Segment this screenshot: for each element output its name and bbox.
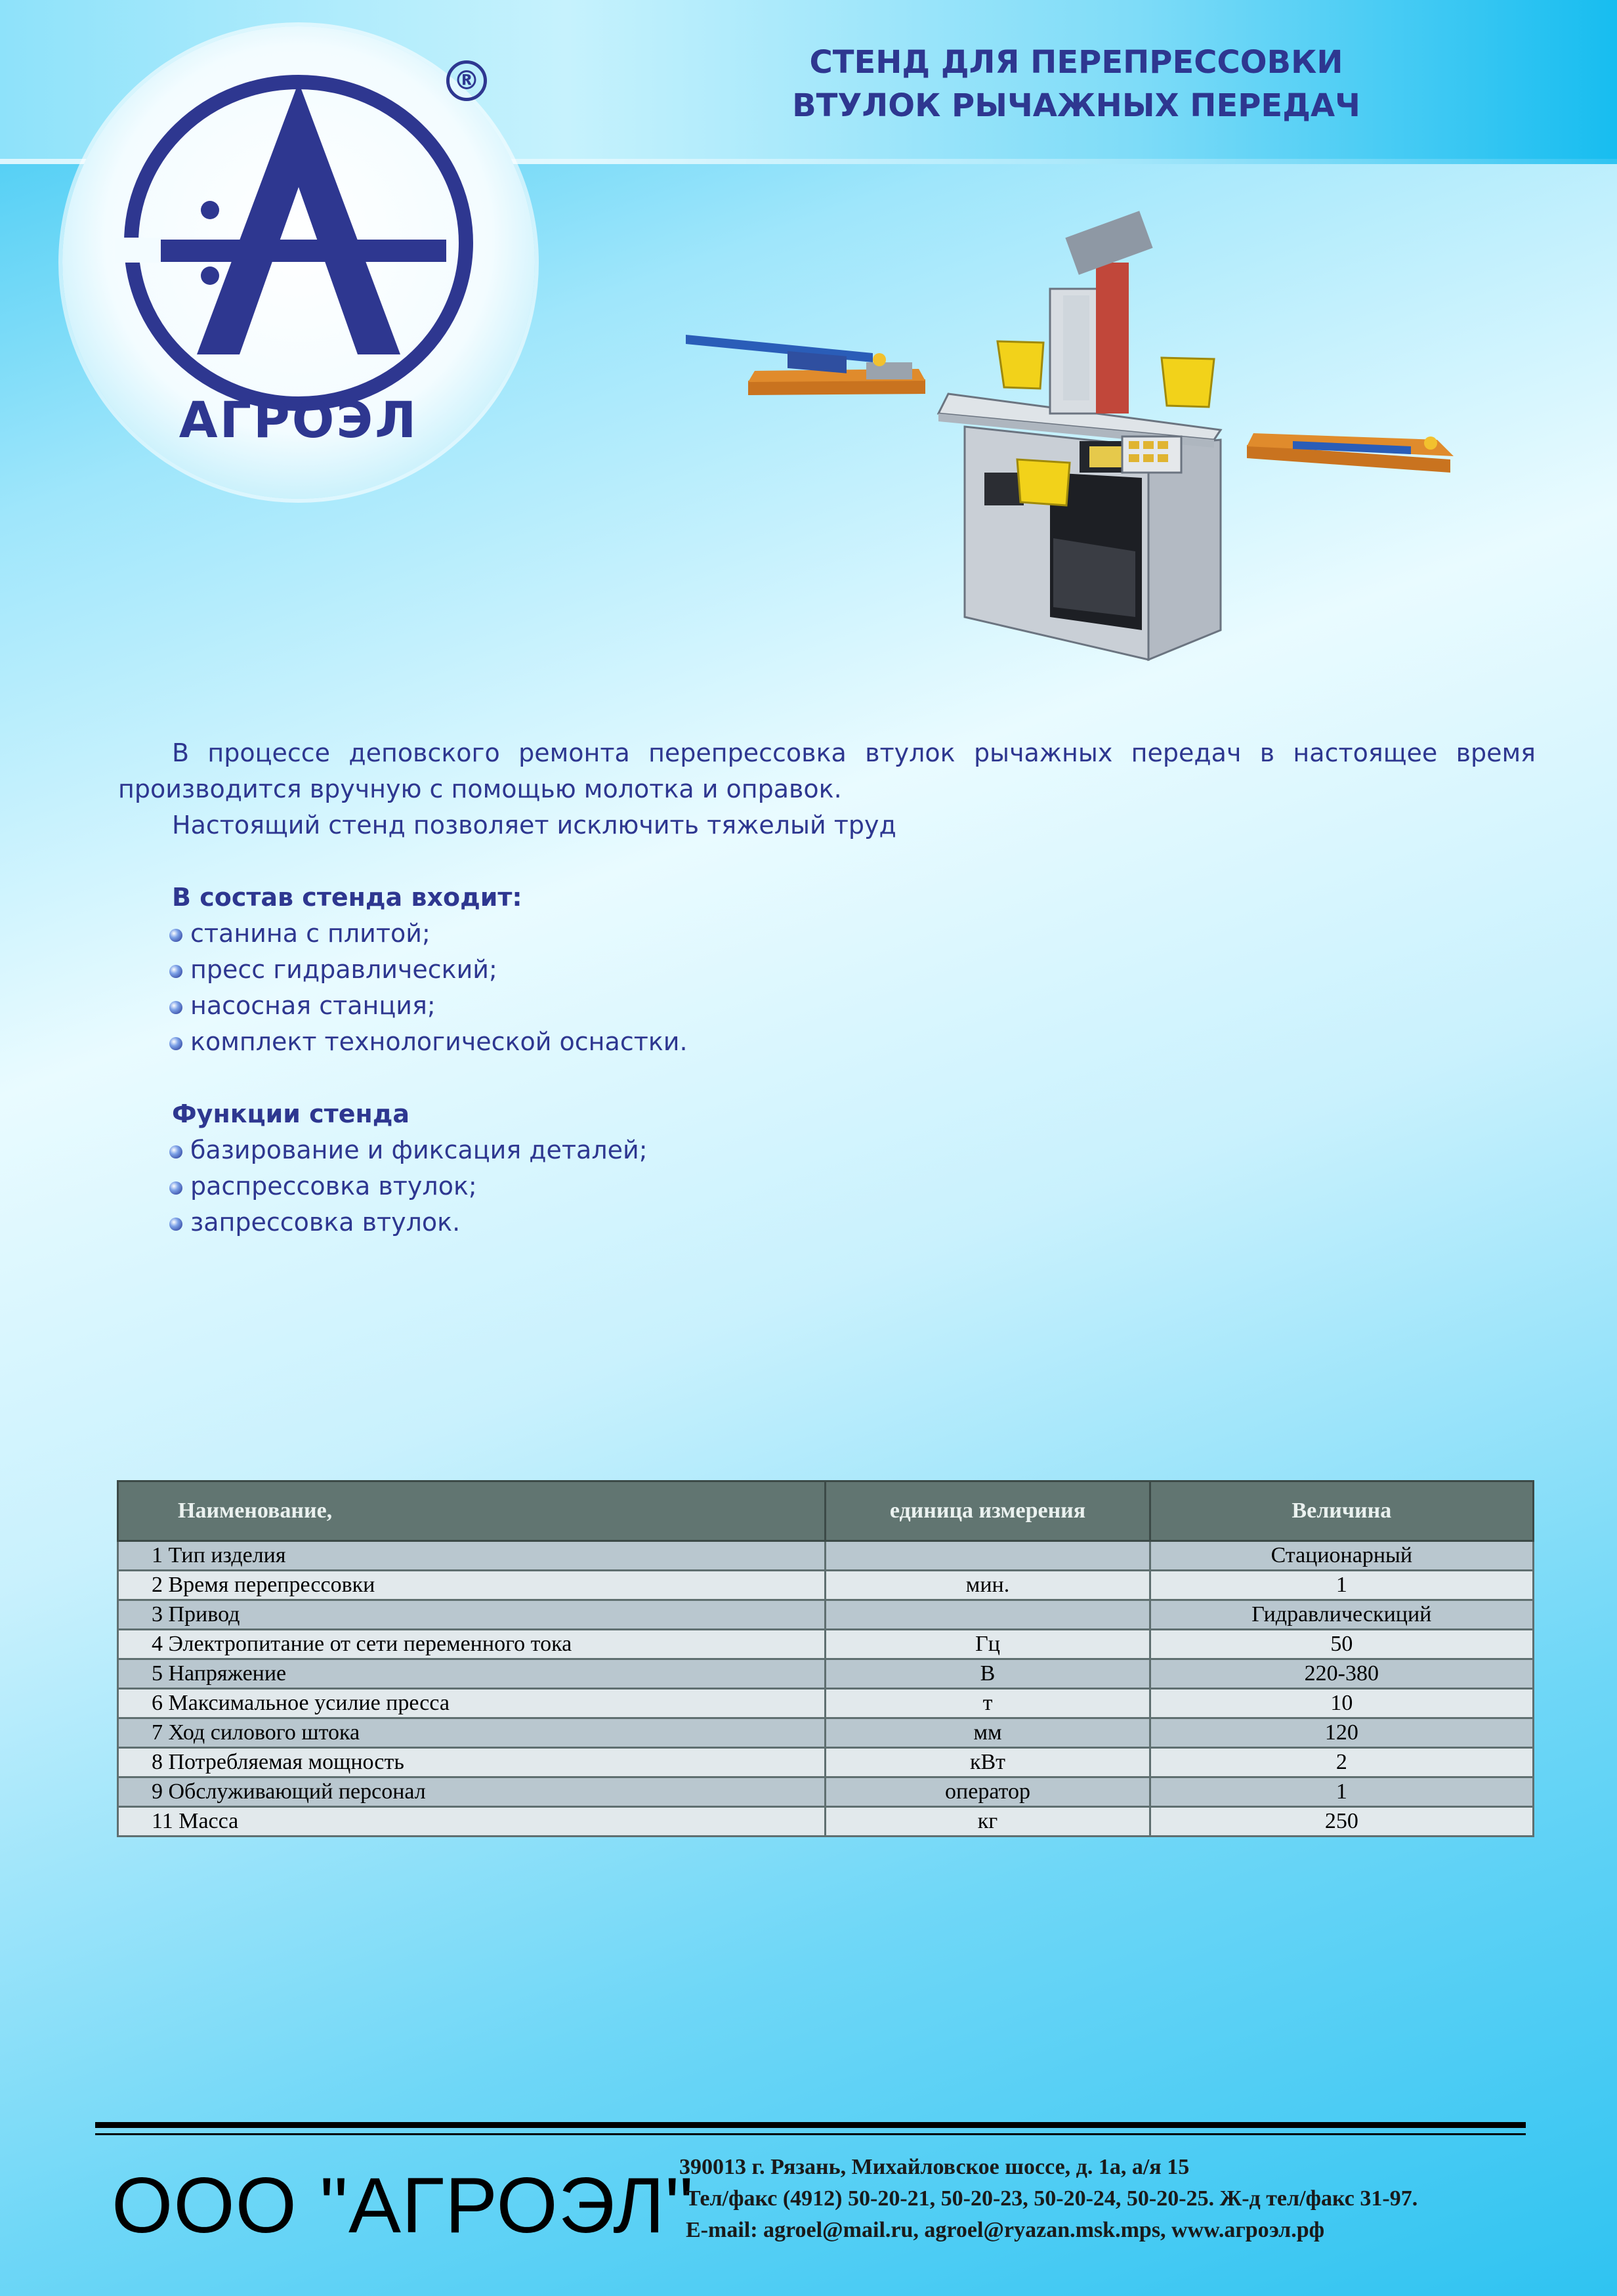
- table-row: [118, 1748, 1534, 1777]
- bullet-icon: [169, 1218, 182, 1231]
- table-header-row: [118, 1481, 1534, 1541]
- bullet-icon: [169, 1001, 182, 1014]
- functions-list: [118, 1132, 1536, 1241]
- functions-heading: Функции стенда: [172, 1099, 410, 1128]
- cell-unit: кг: [826, 1807, 1150, 1837]
- description: [118, 735, 1536, 1241]
- page-title: [735, 41, 1418, 127]
- cell-value: Гидравлическиций: [1150, 1600, 1533, 1630]
- intro-paragraph-1: В процессе деповского ремонта перепрессовка втулок рычажных передач в настоящее время производится вручную с помощью молотка и оправок.: [118, 738, 1536, 803]
- specifications-table: [117, 1480, 1534, 1837]
- cell-name: 11 Масса: [118, 1807, 826, 1837]
- table-row: [118, 1630, 1534, 1659]
- title-line-1: СТЕНД ДЛЯ ПЕРЕПРЕССОВКИ: [809, 44, 1343, 81]
- bullet-icon: [169, 929, 182, 942]
- table-row: [118, 1689, 1534, 1718]
- cell-unit: [826, 1541, 1150, 1571]
- email-links[interactable]: E-mail: agroel@mail.ru, agroel@ryazan.msk.mps, www.агроэл.рф: [686, 2218, 1325, 2242]
- logo-wordmark: АГРОЭЛ: [178, 391, 419, 449]
- company-name: ООО "АГРОЭЛ": [112, 2161, 694, 2249]
- cell-name: 1 Тип изделия: [118, 1541, 826, 1571]
- cell-value: Стационарный: [1150, 1541, 1533, 1571]
- cell-unit: В: [826, 1659, 1150, 1689]
- cell-unit: оператор: [826, 1777, 1150, 1807]
- table-row: [118, 1807, 1534, 1837]
- bullet-icon: [169, 1181, 182, 1195]
- list-item: базирование и фиксация деталей;: [169, 1132, 1536, 1168]
- registered-mark: ®: [446, 60, 487, 101]
- contact-info: [679, 2152, 1418, 2246]
- cell-value: 2: [1150, 1748, 1533, 1777]
- composition-heading: В состав стенда входит:: [172, 883, 522, 912]
- cell-name: 5 Напряжение: [118, 1659, 826, 1689]
- press-stand-illustration: [676, 197, 1490, 670]
- list-item: запрессовка втулок.: [169, 1204, 1536, 1241]
- cell-unit: т: [826, 1689, 1150, 1718]
- cell-value: 1: [1150, 1571, 1533, 1600]
- list-item: насосная станция;: [169, 988, 1536, 1024]
- list-item: пресс гидравлический;: [169, 952, 1536, 988]
- table-row: [118, 1777, 1534, 1807]
- list-item: комплект технологической оснастки.: [169, 1024, 1536, 1060]
- cell-value: 50: [1150, 1630, 1533, 1659]
- title-line-2: ВТУЛОК РЫЧАЖНЫХ ПЕРЕДАЧ: [792, 87, 1360, 124]
- cell-unit: Гц: [826, 1630, 1150, 1659]
- bullet-icon: [169, 965, 182, 978]
- intro-paragraph-2: Настоящий стенд позволяет исключить тяжелый труд: [172, 811, 896, 840]
- cell-value: 250: [1150, 1807, 1533, 1837]
- table-row: [118, 1571, 1534, 1600]
- cell-value: 1: [1150, 1777, 1533, 1807]
- table-row: [118, 1659, 1534, 1689]
- footer-rule-thin: [95, 2133, 1526, 2135]
- cell-value: 120: [1150, 1718, 1533, 1748]
- cell-name: 6 Максимальное усилие пресса: [118, 1689, 826, 1718]
- cell-unit: мм: [826, 1718, 1150, 1748]
- composition-list: [118, 916, 1536, 1060]
- cell-name: 8 Потребляемая мощность: [118, 1748, 826, 1777]
- cell-value: 220-380: [1150, 1659, 1533, 1689]
- left-lever-part: [686, 335, 925, 395]
- header-unit: единица измерения: [826, 1481, 1150, 1541]
- list-item: распрессовка втулок;: [169, 1168, 1536, 1204]
- bullet-icon: [169, 1037, 182, 1050]
- cell-name: 7 Ход силового штока: [118, 1718, 826, 1748]
- table-row: [118, 1541, 1534, 1571]
- phones: Тел/факс (4912) 50-20-21, 50-20-23, 50-20-24, 50-20-25. Ж-д тел/факс 31-97.: [686, 2186, 1418, 2211]
- table-body: [118, 1541, 1534, 1837]
- cell-name: 4 Электропитание от сети переменного тока: [118, 1630, 826, 1659]
- header-value: Величина: [1150, 1481, 1533, 1541]
- right-lever-part: [1247, 433, 1454, 473]
- table-row: [118, 1600, 1534, 1630]
- address: 390013 г. Рязань, Михайловское шоссе, д. 1а, а/я 15: [679, 2155, 1190, 2179]
- bullet-icon: [169, 1145, 182, 1159]
- table-row: [118, 1718, 1534, 1748]
- cell-value: 10: [1150, 1689, 1533, 1718]
- cell-name: 3 Привод: [118, 1600, 826, 1630]
- cell-unit: [826, 1600, 1150, 1630]
- header-name: Наименование,: [118, 1481, 826, 1541]
- cell-unit: мин.: [826, 1571, 1150, 1600]
- list-item: станина с плитой;: [169, 916, 1536, 952]
- cell-unit: кВт: [826, 1748, 1150, 1777]
- cell-name: 9 Обслуживающий персонал: [118, 1777, 826, 1807]
- footer-rule-thick: [95, 2122, 1526, 2128]
- cell-name: 2 Время перепрессовки: [118, 1571, 826, 1600]
